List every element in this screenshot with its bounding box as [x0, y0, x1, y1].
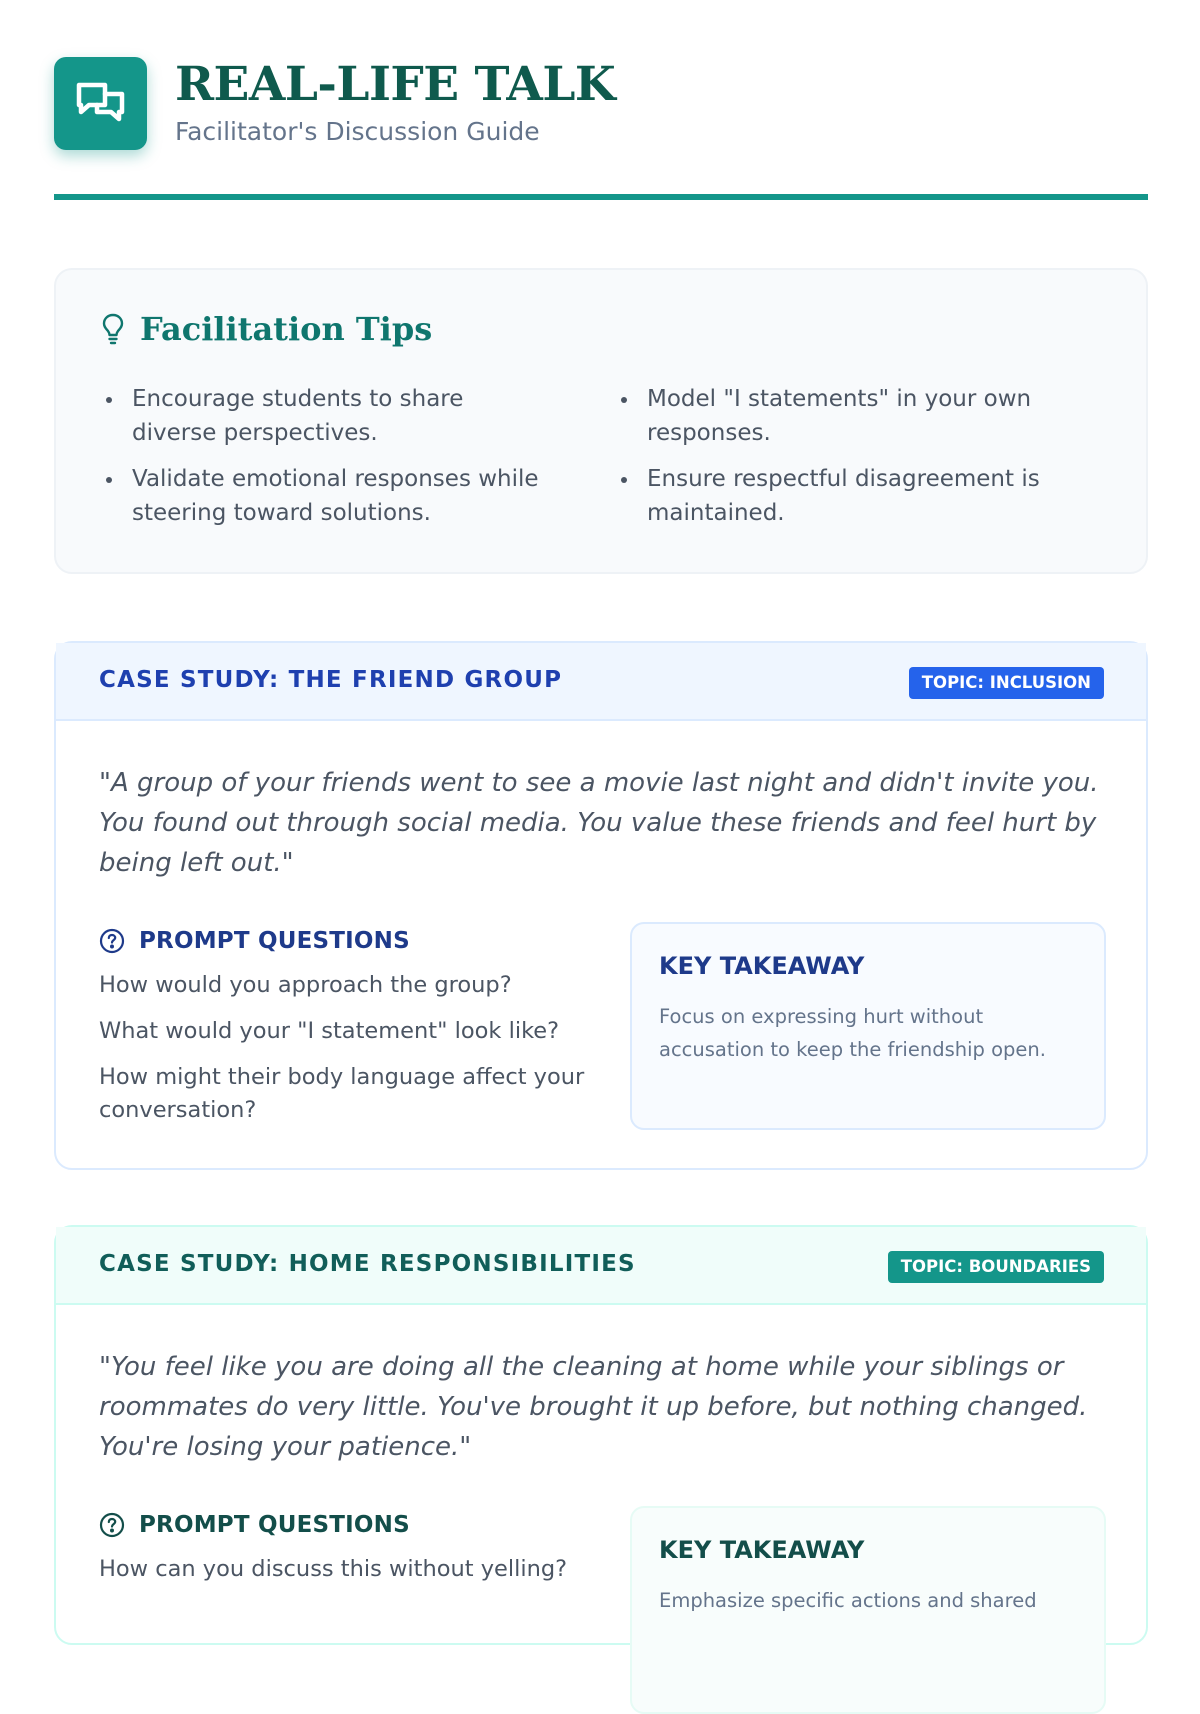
prompt-question: How can you discuss this without yelling? [99, 1556, 568, 1582]
key-takeaway-box [630, 922, 1106, 1130]
page-title: REAL-LIFE TALK [175, 57, 616, 112]
prompt-questions-heading [99, 928, 410, 954]
prompt-questions-list [99, 969, 589, 1140]
question-circle-icon [99, 1512, 125, 1538]
page-subtitle: Facilitator's Discussion Guide [175, 117, 540, 146]
topic-badge: TOPIC: BOUNDARIES [888, 1251, 1104, 1283]
topic-badge: TOPIC: INCLUSION [909, 667, 1104, 699]
prompt-question: How might their body language affect your conversation? [99, 1064, 585, 1123]
facilitation-tips-panel [54, 268, 1148, 574]
prompt-question: What would your "I statement" look like? [99, 1018, 560, 1044]
case-study-title: CASE STUDY: HOME RESPONSIBILITIES [99, 1251, 636, 1277]
key-takeaway-text: Emphasize specific actions and shared [659, 1589, 1037, 1612]
scenario-quote: "You feel like you are doing all the cleaning at home while your siblings or roommates do very little. You've brought it up before, but nothing changed. You're losing your patience." [99, 1352, 1088, 1462]
tip-item: Encourage students to share diverse perspectives. [102, 382, 552, 450]
case-study-title: CASE STUDY: THE FRIEND GROUP [99, 667, 563, 693]
tips-heading [102, 310, 432, 348]
tip-item: Validate emotional responses while steering toward solutions. [102, 462, 552, 530]
prompt-questions-list [99, 1553, 589, 1599]
question-circle-icon [99, 928, 125, 954]
prompt-questions-title: PROMPT QUESTIONS [139, 1512, 410, 1538]
chat-bubbles-icon [75, 80, 127, 128]
key-takeaway-title: KEY TAKEAWAY [659, 952, 865, 980]
tip-item: Model "I statements" in your own responses. [617, 382, 1067, 450]
key-takeaway-text: Focus on expressing hurt without accusation to keep the friendship open. [659, 1005, 1046, 1061]
key-takeaway-title: KEY TAKEAWAY [659, 1536, 865, 1564]
header-divider [54, 194, 1148, 200]
case-study-card-home-responsibilities [54, 1225, 1148, 1645]
prompt-question: How would you approach the group? [99, 972, 512, 998]
lightbulb-icon [102, 313, 124, 345]
prompt-questions-title: PROMPT QUESTIONS [139, 928, 410, 954]
case-study-header [56, 643, 1146, 721]
tips-title: Facilitation Tips [140, 310, 433, 348]
prompt-questions-heading [99, 1512, 410, 1538]
key-takeaway-box [630, 1506, 1106, 1714]
tip-item: Ensure respectful disagreement is maintained. [617, 462, 1067, 530]
case-study-card-friend-group [54, 641, 1148, 1170]
case-study-header [56, 1227, 1146, 1305]
page-header [54, 57, 1148, 201]
scenario-quote: "A group of your friends went to see a movie last night and didn't invite you. You found out through social media. You value these friends and feel hurt by being left out." [99, 768, 1099, 878]
logo [54, 57, 147, 150]
tips-list-left [102, 382, 552, 542]
tips-list-right [617, 382, 1067, 542]
